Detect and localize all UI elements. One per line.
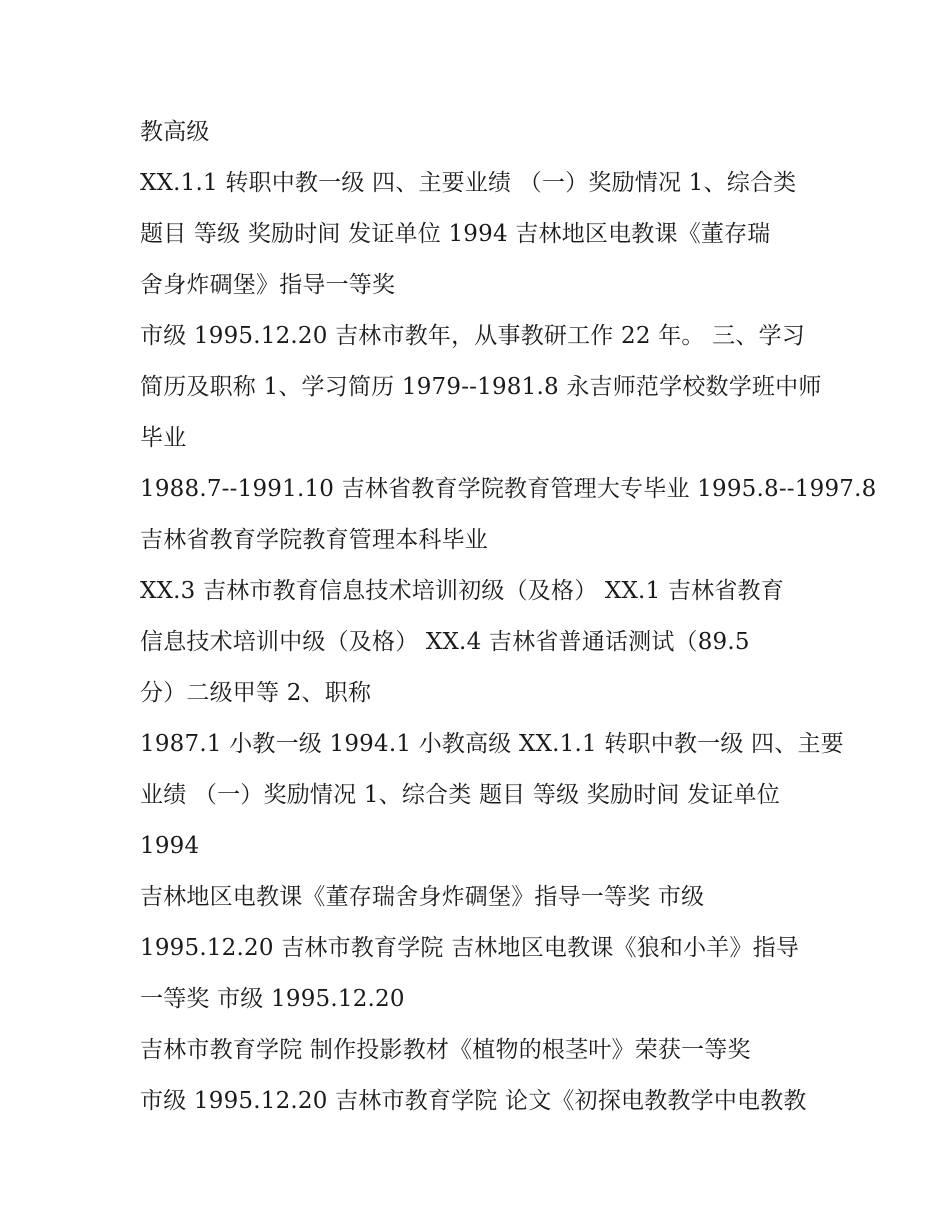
text-line: 1987.1 小教一级 1994.1 小教高级 XX.1.1 转职中教一级 四、主要 <box>140 731 844 757</box>
text-line: 市级 1995.12.20 吉林市教育学院 论文《初探电教教学中电教教 <box>140 1088 807 1114</box>
text-line: 业绩 （一）奖励情况 1、综合类 题目 等级 奖励时间 发证单位 <box>140 782 780 808</box>
text-line: 吉林市教育学院 制作投影教材《植物的根茎叶》荣获一等奖 <box>140 1037 751 1063</box>
text-line: 毕业 <box>140 425 187 451</box>
text-line: 舍身炸碉堡》指导一等奖 <box>140 272 396 298</box>
text-line: 信息技术培训中级（及格） XX.4 吉林省普通话测试（89.5 <box>140 629 750 655</box>
text-line: 1995.12.20 吉林市教育学院 吉林地区电教课《狼和小羊》指导 <box>140 935 800 961</box>
text-line: XX.3 吉林市教育信息技术培训初级（及格） XX.1 吉林省教育 <box>140 578 784 604</box>
text-line: 简历及职称 1、学习简历 1979--1981.8 永吉师范学校数学班中师 <box>140 374 822 400</box>
text-line: 市级 1995.12.20 吉林市教年，从事教研工作 22 年。 三、学习 <box>140 323 805 349</box>
text-line: 教高级 <box>140 119 210 145</box>
text-line: 吉林地区电教课《董存瑞舍身炸碉堡》指导一等奖 市级 <box>140 884 705 910</box>
text-line: 1988.7--1991.10 吉林省教育学院教育管理大专毕业 1995.8--1997.8 <box>140 476 877 502</box>
text-line: 题目 等级 奖励时间 发证单位 1994 吉林地区电教课《董存瑞 <box>140 221 771 247</box>
document-body <box>140 107 877 1127</box>
text-line: 吉林省教育学院教育管理本科毕业 <box>140 527 488 553</box>
text-line: 分）二级甲等 2、职称 <box>140 680 372 706</box>
text-line: 一等奖 市级 1995.12.20 <box>140 986 405 1012</box>
text-line: 1994 <box>140 833 200 859</box>
text-line: XX.1.1 转职中教一级 四、主要业绩 （一）奖励情况 1、综合类 <box>140 170 797 196</box>
